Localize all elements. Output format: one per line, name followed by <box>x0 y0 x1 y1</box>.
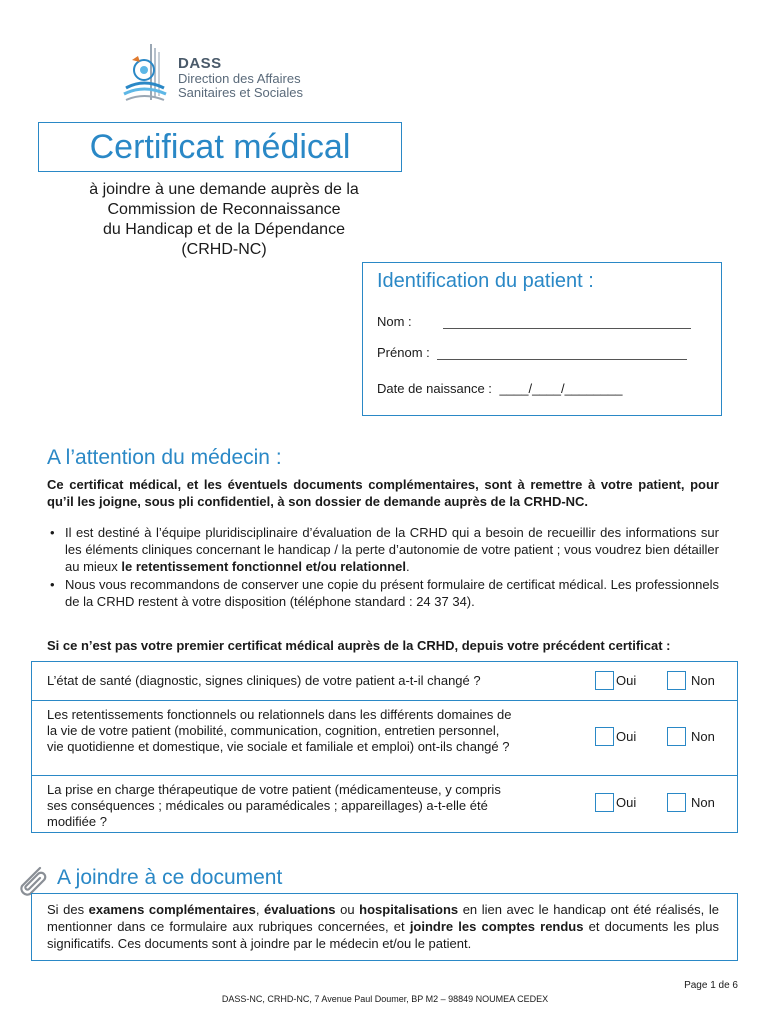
subtitle-line: à joindre à une demande auprès de la <box>89 181 359 198</box>
table-row <box>32 701 737 776</box>
non-label: Non <box>691 673 715 688</box>
subtitle-line: (CRHD-NC) <box>181 241 267 258</box>
logo-title: DASS <box>178 55 222 72</box>
joindre-text <box>47 901 719 952</box>
subtitle <box>38 180 410 260</box>
joindre-b3: hospitalisations <box>359 902 459 917</box>
question-text: L’état de santé (diagnostic, signes cliniques) de votre patient a-t-il changé ? <box>47 673 481 688</box>
attention-title: A l’attention du médecin : <box>47 446 282 469</box>
dob-label: Date de naissance : <box>377 381 492 396</box>
nom-field[interactable] <box>443 314 691 329</box>
subtitle-line: Commission de Reconnaissance <box>107 201 341 218</box>
prenom-label: Prénom : <box>377 345 430 360</box>
joindre-b2: évaluations <box>264 902 336 917</box>
footer-address: DASS-NC, CRHD-NC, 7 Avenue Paul Doumer, BP M2 – 98849 NOUMEA CEDEX <box>221 994 549 1004</box>
joindre-t3: ou <box>335 902 360 917</box>
bullet1-text: Il est destiné à l’équipe pluridisciplinaire d’évaluation de la CRHD qui a besoin de recueillir des informations sur les éléments cliniques concernant le handicap / la perte d’autonomie de votre patient ; vous voudrez bien détailler au mieux <box>65 525 719 574</box>
non-checkbox[interactable] <box>667 727 686 746</box>
dass-logo <box>120 42 176 111</box>
oui-label: Oui <box>616 795 637 810</box>
prenom-row <box>377 345 687 360</box>
joindre-title: A joindre à ce document <box>57 866 283 889</box>
non-checkbox[interactable] <box>667 671 686 690</box>
dob-row <box>377 381 622 396</box>
joindre-t1: Si des <box>47 902 89 917</box>
logo-text <box>178 56 303 99</box>
nom-row <box>377 314 691 329</box>
list-item <box>47 524 719 575</box>
question-text: La prise en charge thérapeutique de votre patient (médicamenteuse, y compris ses conséquences ; médicales ou paramédicales ; appareillages) a-t-elle été modifiée ? <box>47 782 501 829</box>
table-row <box>32 662 737 701</box>
table-row <box>32 776 737 832</box>
oui-checkbox[interactable] <box>595 671 614 690</box>
nom-label: Nom : <box>377 314 412 329</box>
joindre-t4: en lien avec le handicap ont été réalisés, le mentionner dans ce formulaire aux rubriques concernées, et <box>47 902 719 934</box>
logo-line-2: Sanitaires et Sociales <box>178 85 304 100</box>
logo-line-1: Direction des Affaires <box>178 71 301 86</box>
oui-label: Oui <box>616 673 637 688</box>
joindre-t2: , <box>255 902 265 917</box>
joindre-t5: et documents les plus significatifs. Ces documents sont à joindre par le médecin et/ou le patient. <box>47 919 719 951</box>
joindre-b4: joindre les comptes rendus <box>409 919 584 934</box>
list-item: • Nous vous recommandons de conserver une copie du présent formulaire de certificat médical. Les professionnels de la CRHD restent à votre disposition (téléphone standard : 24 37 34). <box>47 576 719 610</box>
non-label: Non <box>691 729 715 744</box>
subtitle-line: du Handicap et de la Dépendance <box>103 221 345 238</box>
attention-bold-text: Ce certificat médical, et les éventuels documents complémentaires, sont à remettre à votre patient, pour qu’il les joigne, sous pli confidentiel, à son dossier de demande auprès de la CRHD-NC. <box>47 477 719 509</box>
identification-title: Identification du patient : <box>377 270 594 292</box>
questions-heading: Si ce n’est pas votre premier certificat médical auprès de la CRHD, depuis votre précédent certificat : <box>47 638 671 653</box>
page-number: Page 1 de 6 <box>684 980 738 991</box>
dob-field[interactable]: ____/____/________ <box>499 381 623 396</box>
oui-checkbox[interactable] <box>595 793 614 812</box>
dass-emblem-icon <box>120 42 176 106</box>
page-title: Certificat médical <box>89 128 351 166</box>
question-text: Les retentissements fonctionnels ou relationnels dans les différents domaines de la vie de votre patient (mobilité, communication, cognition, entretien personnel, vie quotidienne et domestique, vie sociale et familiale et emploi) ont-ils changé ? <box>47 707 512 754</box>
oui-label: Oui <box>616 729 637 744</box>
bullet1-end: . <box>405 559 410 574</box>
bullet1-bold: le retentissement fonctionnel et/ou relationnel <box>121 559 406 574</box>
oui-checkbox[interactable] <box>595 727 614 746</box>
joindre-b1: examens complémentaires <box>88 902 256 917</box>
questions-table <box>31 661 738 833</box>
prenom-field[interactable] <box>437 345 687 360</box>
attention-bullets <box>47 524 719 610</box>
non-checkbox[interactable] <box>667 793 686 812</box>
non-label: Non <box>691 795 715 810</box>
